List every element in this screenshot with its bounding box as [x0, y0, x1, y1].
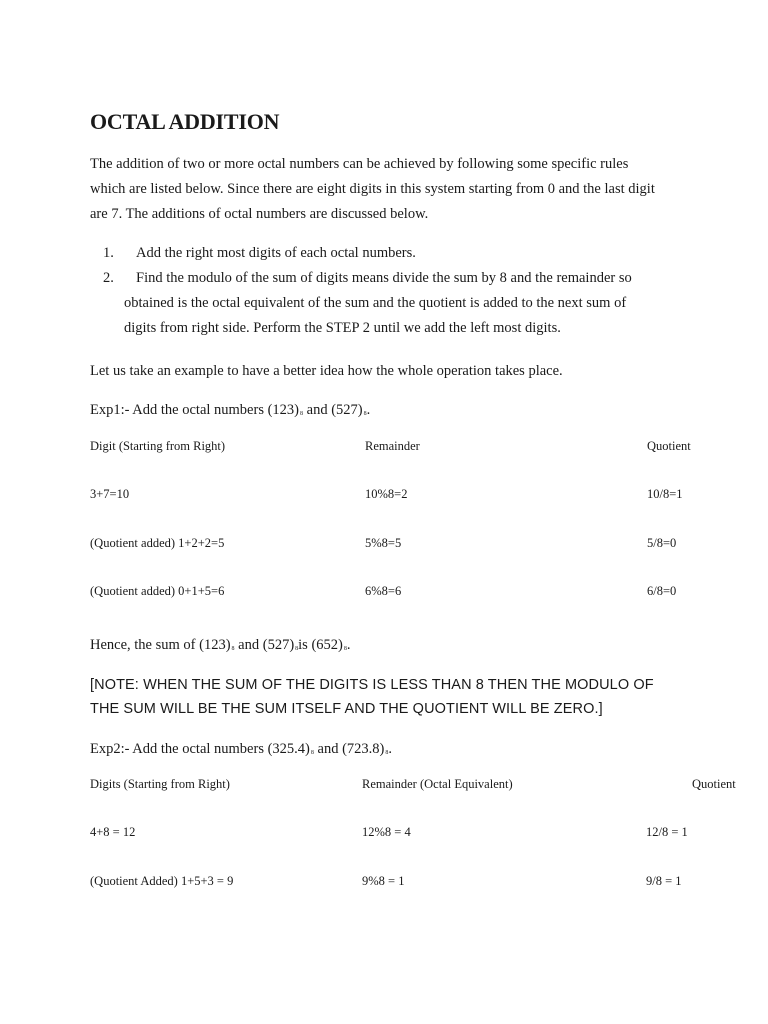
example-1-result — [90, 637, 351, 654]
example-1-heading — [90, 402, 370, 419]
table-cell: 12/8 = 1 — [646, 825, 688, 839]
example-text: . — [366, 402, 371, 418]
table-cell: (Quotient added) 1+2+2=5 — [90, 536, 225, 550]
base-subscript: 8 — [310, 750, 314, 756]
result-text: is — [298, 637, 312, 653]
table-cell: 5/8=0 — [647, 536, 677, 550]
table-cell: 10/8=1 — [647, 487, 683, 501]
octal-number: (652) — [311, 637, 343, 653]
intro-line: are 7. The additions of octal numbers are discussed below. — [90, 206, 429, 222]
column-header: Digit (Starting from Right) — [90, 439, 226, 453]
note-line: THE SUM WILL BE THE SUM ITSELF AND THE QUOTIENT WILL BE ZERO.] — [90, 701, 603, 717]
table-cell: (Quotient Added) 1+5+3 = 9 — [90, 874, 234, 888]
base-subscript: 8 — [385, 750, 389, 756]
table-cell: 9%8 = 1 — [362, 874, 405, 888]
intro-line: The addition of two or more octal numbers can be achieved by following some specific rules — [90, 156, 629, 172]
example-text: Exp1:- Add the octal numbers — [90, 402, 268, 418]
note-line: [NOTE: WHEN THE SUM OF THE DIGITS IS LESS THAN 8 THEN THE MODULO OF — [90, 677, 654, 693]
base-subscript: 8 — [231, 646, 235, 652]
example-text: . — [388, 741, 392, 757]
table-cell: 6/8=0 — [647, 584, 677, 598]
table-cell: 4+8 = 12 — [90, 825, 136, 839]
table-cell: 12%8 = 4 — [362, 825, 411, 839]
octal-number: (527) — [262, 637, 295, 653]
page-title: OCTAL ADDITION — [90, 109, 280, 134]
example-text: and — [303, 402, 332, 418]
base-subscript: 8 — [363, 411, 367, 417]
column-header: Quotient — [647, 439, 691, 453]
octal-number: (527) — [331, 402, 363, 418]
list-number: 1. — [103, 245, 114, 261]
example-text: Exp2:- Add the octal numbers — [90, 741, 268, 757]
list-item-text: Find the modulo of the sum of digits means divide the sum by 8 and the remainder so — [136, 270, 632, 286]
list-item-text: obtained is the octal equivalent of the sum and the quotient is added to the next sum of — [124, 295, 627, 311]
table-cell: 10%8=2 — [365, 487, 408, 501]
example-2-heading — [90, 741, 392, 758]
octal-number: (123) — [199, 637, 231, 653]
list-number: 2. — [103, 270, 114, 286]
intro-line: which are listed below. Since there are eight digits in this system starting from 0 and the last digit — [90, 181, 655, 197]
octal-number: (723.8) — [342, 741, 385, 757]
list-item-text: digits from right side. Perform the STEP 2 until we add the left most digits. — [124, 320, 561, 336]
result-text: Hence, the sum of — [90, 637, 200, 653]
octal-number: (123) — [267, 402, 300, 418]
octal-number: (325.4) — [267, 741, 310, 757]
table-cell: 9/8 = 1 — [646, 874, 682, 888]
table-cell: 3+7=10 — [90, 487, 130, 501]
column-header: Remainder (Octal Equivalent) — [362, 777, 513, 791]
column-header: Digits (Starting from Right) — [90, 777, 230, 791]
result-text: . — [346, 637, 351, 653]
base-subscript: 8 — [300, 411, 304, 417]
column-header: Remainder — [365, 439, 420, 453]
table-cell: 6%8=6 — [365, 584, 402, 598]
example-text: and — [313, 741, 343, 757]
table-cell: (Quotient added) 0+1+5=6 — [90, 584, 225, 598]
table-cell: 5%8=5 — [365, 536, 402, 550]
example-intro: Let us take an example to have a better idea how the whole operation takes place. — [90, 363, 563, 379]
base-subscript: 8 — [295, 646, 299, 652]
result-text: and — [234, 637, 263, 653]
list-item-text: Add the right most digits of each octal numbers. — [136, 245, 416, 261]
column-header: Quotient — [692, 777, 736, 791]
base-subscript: 8 — [343, 646, 347, 652]
